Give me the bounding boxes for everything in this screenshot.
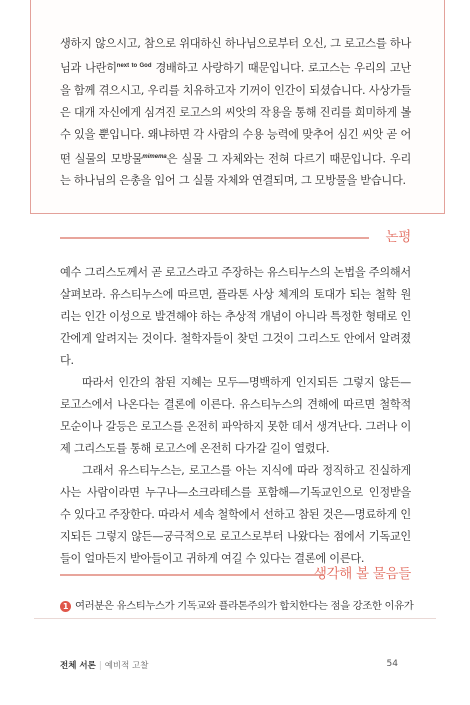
question-item [60,598,420,614]
page-number: 54 [386,659,398,669]
section-title-questions: 생각해 볼 물음들 [313,566,411,582]
commentary-paragraph: 그래서 유스티누스는, 로고스를 아는 지식에 따라 정직하고 진실하게 사는 사람이라면 누구나—소크라테스를 포함해—기독교인으로 인정받을 수 있다고 주장한다. 따라서 세속 철학에서 선하고 참된 것은—명료하게 인지되든 그렇지 않든—궁극적으로 로고스로부터 나왔다는 점에서 기독교인들이 얼마든지 받아들이고 귀하게 여길 수 있다는 결론에 이른다. [60,464,411,565]
footer-part-title: 전체 서론 [60,661,96,671]
commentary-body [60,262,411,570]
running-footer [60,659,148,671]
section-header-questions [60,564,411,584]
footer-separator: | [98,661,102,671]
question-number-badge: 1 [60,601,71,612]
quote-text-2: 경배하고 사랑하기 때문입니다. 로고스는 우리의 고난을 함께 겪으시고, 우리를 치유하고자 기꺼이 인간이 되셨습니다. 사상가들은 대개 자신에게 심겨진 로고스의 씨앗의 작용을 통해 진리를 희미하게 볼 수 있을 뿐입니다. 왜냐하면 각 사람의 수용 능력에 맞추어 심긴 씨앗 곧 어떤 실물의 모방물 [60,61,411,166]
quote-text-3: 은 실물 그 자체와는 전혀 다르기 때문입니다. 우리는 하나님의 은총을 입어 그 실물 자체와 연결되며, 그 모방물을 받습니다. [60,152,412,188]
section-rule [60,574,324,576]
footer-divider [34,618,436,619]
annotation-mimema: mimema [142,153,167,160]
section-rule [60,237,369,239]
section-title-commentary: 논평 [385,229,411,245]
annotation-next-to-god: next to God [116,63,152,69]
quotation-text [60,33,411,192]
footer-chapter-title: 예비적 고찰 [104,661,149,671]
section-header-commentary [60,227,411,247]
commentary-paragraph: 따라서 인간의 참된 지혜는 모두—명백하게 인지되든 그렇지 않든—로고스에서 나온다는 결론에 이른다. 유스티누스의 견해에 따르면 철학적 모순이나 갈등은 로고스를 온전히 파악하지 못한 데서 생겨난다. 그러나 이제 그리스도를 통해 로고스에 온전히 다가갈 길이 열렸다. [60,376,411,455]
question-text: 여러분은 유스티누스가 기독교와 플라톤주의가 합치한다는 점을 강조한 이유가 [75,600,414,612]
quote-text-1: 생하지 않으시고, 참으로 위대하신 하나님으로부터 오신, 그 로고스를 하나님과 나란히 [60,37,411,75]
commentary-paragraph: 예수 그리스도께서 곧 로고스라고 주장하는 유스티누스의 논법을 주의해서 살펴보라. 유스티누스에 따르면, 플라톤 사상 체계의 토대가 되는 철학 원리는 인간 이성으로 발견해야 하는 추상적 개념이 아니라 특정한 형태로 인간에게 알려지는 것이다. 철학자들이 찾던 그것이 그리스도 안에서 알려졌다. [60,266,411,367]
